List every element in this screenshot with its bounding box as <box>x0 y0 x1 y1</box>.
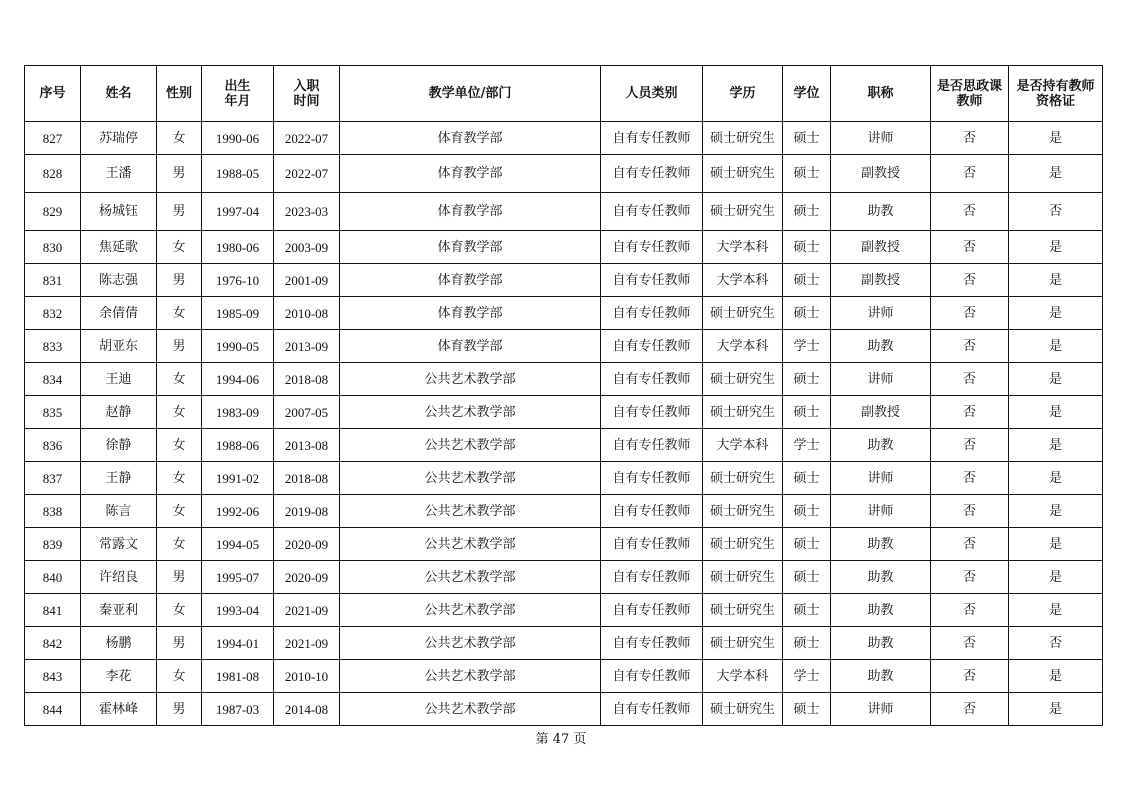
cell-education: 硕士研究生 <box>703 193 783 231</box>
cell-title: 讲师 <box>831 363 931 396</box>
cell-hire: 2007-05 <box>274 396 340 429</box>
cell-hire: 2020-09 <box>274 528 340 561</box>
cell-certificate: 是 <box>1009 561 1103 594</box>
header-education: 学历 <box>703 66 783 122</box>
cell-category: 自有专任教师 <box>601 122 703 155</box>
cell-education: 硕士研究生 <box>703 462 783 495</box>
header-birth-line1: 出生 <box>224 78 251 94</box>
header-certificate-line2: 资格证 <box>1035 93 1075 109</box>
cell-unit: 公共艺术教学部 <box>340 660 601 693</box>
cell-name: 李花 <box>81 660 157 693</box>
cell-degree: 硕士 <box>783 495 831 528</box>
cell-title: 助教 <box>831 193 931 231</box>
cell-certificate: 是 <box>1009 495 1103 528</box>
cell-birth: 1987-03 <box>202 693 274 726</box>
cell-education: 硕士研究生 <box>703 627 783 660</box>
cell-birth: 1990-06 <box>202 122 274 155</box>
cell-education: 硕士研究生 <box>703 122 783 155</box>
cell-title: 助教 <box>831 429 931 462</box>
cell-name: 徐静 <box>81 429 157 462</box>
cell-ideology: 否 <box>931 627 1009 660</box>
cell-education: 大学本科 <box>703 330 783 363</box>
cell-gender: 女 <box>157 122 202 155</box>
cell-certificate: 是 <box>1009 462 1103 495</box>
cell-gender: 女 <box>157 594 202 627</box>
cell-hire: 2010-10 <box>274 660 340 693</box>
cell-name: 王静 <box>81 462 157 495</box>
cell-ideology: 否 <box>931 561 1009 594</box>
cell-hire: 2019-08 <box>274 495 340 528</box>
cell-unit: 体育教学部 <box>340 297 601 330</box>
table-header-row <box>25 66 1103 122</box>
cell-ideology: 否 <box>931 429 1009 462</box>
header-certificate-line1: 是否持有教师 <box>1016 78 1095 94</box>
cell-degree: 硕士 <box>783 528 831 561</box>
cell-ideology: 否 <box>931 528 1009 561</box>
cell-degree: 硕士 <box>783 155 831 193</box>
cell-index: 834 <box>25 363 81 396</box>
cell-birth: 1988-05 <box>202 155 274 193</box>
cell-birth: 1992-06 <box>202 495 274 528</box>
cell-index: 844 <box>25 693 81 726</box>
cell-title: 副教授 <box>831 155 931 193</box>
cell-title: 助教 <box>831 627 931 660</box>
cell-unit: 公共艺术教学部 <box>340 528 601 561</box>
cell-hire: 2021-09 <box>274 627 340 660</box>
cell-birth: 1995-07 <box>202 561 274 594</box>
cell-gender: 女 <box>157 462 202 495</box>
cell-gender: 男 <box>157 193 202 231</box>
cell-category: 自有专任教师 <box>601 155 703 193</box>
cell-ideology: 否 <box>931 155 1009 193</box>
cell-hire: 2014-08 <box>274 693 340 726</box>
cell-degree: 硕士 <box>783 122 831 155</box>
cell-certificate: 是 <box>1009 693 1103 726</box>
cell-certificate: 是 <box>1009 429 1103 462</box>
cell-certificate: 是 <box>1009 297 1103 330</box>
header-index: 序号 <box>25 66 81 122</box>
cell-category: 自有专任教师 <box>601 363 703 396</box>
cell-certificate: 是 <box>1009 528 1103 561</box>
cell-category: 自有专任教师 <box>601 297 703 330</box>
cell-certificate: 否 <box>1009 627 1103 660</box>
cell-index: 830 <box>25 231 81 264</box>
table-row <box>25 627 1103 660</box>
cell-gender: 男 <box>157 155 202 193</box>
header-birth <box>202 66 274 122</box>
cell-degree: 硕士 <box>783 264 831 297</box>
header-certificate <box>1009 66 1103 122</box>
cell-unit: 公共艺术教学部 <box>340 396 601 429</box>
header-hire <box>274 66 340 122</box>
cell-gender: 男 <box>157 627 202 660</box>
cell-index: 833 <box>25 330 81 363</box>
table-row <box>25 495 1103 528</box>
table-row <box>25 660 1103 693</box>
header-ideology-line1: 是否思政课 <box>936 78 1002 94</box>
cell-category: 自有专任教师 <box>601 693 703 726</box>
cell-unit: 公共艺术教学部 <box>340 693 601 726</box>
table-row <box>25 561 1103 594</box>
table-row <box>25 330 1103 363</box>
cell-title: 副教授 <box>831 264 931 297</box>
cell-gender: 女 <box>157 297 202 330</box>
cell-degree: 硕士 <box>783 594 831 627</box>
cell-education: 硕士研究生 <box>703 297 783 330</box>
cell-degree: 硕士 <box>783 693 831 726</box>
cell-hire: 2003-09 <box>274 231 340 264</box>
cell-hire: 2023-03 <box>274 193 340 231</box>
cell-ideology: 否 <box>931 462 1009 495</box>
cell-ideology: 否 <box>931 231 1009 264</box>
cell-unit: 公共艺术教学部 <box>340 495 601 528</box>
cell-unit: 体育教学部 <box>340 122 601 155</box>
cell-birth: 1981-08 <box>202 660 274 693</box>
cell-gender: 男 <box>157 561 202 594</box>
cell-birth: 1990-05 <box>202 330 274 363</box>
cell-unit: 体育教学部 <box>340 330 601 363</box>
cell-education: 大学本科 <box>703 231 783 264</box>
cell-title: 讲师 <box>831 693 931 726</box>
cell-index: 838 <box>25 495 81 528</box>
cell-unit: 公共艺术教学部 <box>340 462 601 495</box>
cell-index: 836 <box>25 429 81 462</box>
cell-index: 827 <box>25 122 81 155</box>
cell-unit: 公共艺术教学部 <box>340 561 601 594</box>
cell-name: 陈言 <box>81 495 157 528</box>
cell-title: 讲师 <box>831 297 931 330</box>
cell-title: 助教 <box>831 330 931 363</box>
cell-name: 杨鹏 <box>81 627 157 660</box>
cell-certificate: 是 <box>1009 660 1103 693</box>
header-hire-line2: 时间 <box>293 93 320 109</box>
table-row <box>25 396 1103 429</box>
cell-ideology: 否 <box>931 363 1009 396</box>
header-category: 人员类别 <box>601 66 703 122</box>
cell-certificate: 是 <box>1009 264 1103 297</box>
cell-category: 自有专任教师 <box>601 429 703 462</box>
cell-certificate: 是 <box>1009 363 1103 396</box>
cell-degree: 学士 <box>783 429 831 462</box>
cell-name: 王迪 <box>81 363 157 396</box>
cell-birth: 1976-10 <box>202 264 274 297</box>
cell-name: 赵静 <box>81 396 157 429</box>
cell-hire: 2001-09 <box>274 264 340 297</box>
cell-degree: 学士 <box>783 330 831 363</box>
cell-hire: 2018-08 <box>274 363 340 396</box>
cell-birth: 1988-06 <box>202 429 274 462</box>
cell-birth: 1997-04 <box>202 193 274 231</box>
cell-index: 840 <box>25 561 81 594</box>
cell-ideology: 否 <box>931 693 1009 726</box>
cell-name: 余倩倩 <box>81 297 157 330</box>
cell-index: 835 <box>25 396 81 429</box>
cell-name: 霍林峰 <box>81 693 157 726</box>
cell-index: 843 <box>25 660 81 693</box>
cell-education: 硕士研究生 <box>703 363 783 396</box>
cell-education: 大学本科 <box>703 264 783 297</box>
cell-hire: 2020-09 <box>274 561 340 594</box>
cell-hire: 2022-07 <box>274 155 340 193</box>
cell-ideology: 否 <box>931 330 1009 363</box>
cell-gender: 女 <box>157 528 202 561</box>
cell-gender: 女 <box>157 429 202 462</box>
cell-title: 助教 <box>831 660 931 693</box>
table-row <box>25 363 1103 396</box>
cell-title: 讲师 <box>831 122 931 155</box>
cell-title: 助教 <box>831 594 931 627</box>
cell-index: 828 <box>25 155 81 193</box>
cell-category: 自有专任教师 <box>601 594 703 627</box>
cell-certificate: 是 <box>1009 396 1103 429</box>
staff-table-container <box>24 65 1102 726</box>
staff-table <box>24 65 1103 726</box>
table-row <box>25 462 1103 495</box>
cell-ideology: 否 <box>931 594 1009 627</box>
cell-unit: 体育教学部 <box>340 155 601 193</box>
cell-index: 839 <box>25 528 81 561</box>
cell-gender: 女 <box>157 396 202 429</box>
cell-ideology: 否 <box>931 122 1009 155</box>
cell-index: 842 <box>25 627 81 660</box>
cell-unit: 体育教学部 <box>340 193 601 231</box>
header-ideology <box>931 66 1009 122</box>
cell-hire: 2021-09 <box>274 594 340 627</box>
cell-ideology: 否 <box>931 660 1009 693</box>
cell-birth: 1985-09 <box>202 297 274 330</box>
cell-hire: 2022-07 <box>274 122 340 155</box>
header-ideology-line2: 教师 <box>956 93 983 109</box>
table-row <box>25 264 1103 297</box>
table-row <box>25 594 1103 627</box>
cell-index: 829 <box>25 193 81 231</box>
cell-name: 胡亚东 <box>81 330 157 363</box>
header-unit: 教学单位/部门 <box>340 66 601 122</box>
cell-gender: 女 <box>157 363 202 396</box>
cell-ideology: 否 <box>931 264 1009 297</box>
cell-certificate: 是 <box>1009 594 1103 627</box>
header-degree: 学位 <box>783 66 831 122</box>
table-row <box>25 155 1103 193</box>
cell-ideology: 否 <box>931 193 1009 231</box>
cell-name: 王潘 <box>81 155 157 193</box>
cell-certificate: 是 <box>1009 231 1103 264</box>
cell-unit: 公共艺术教学部 <box>340 363 601 396</box>
cell-category: 自有专任教师 <box>601 462 703 495</box>
cell-category: 自有专任教师 <box>601 627 703 660</box>
cell-name: 常露文 <box>81 528 157 561</box>
table-row <box>25 429 1103 462</box>
cell-education: 硕士研究生 <box>703 155 783 193</box>
cell-certificate: 否 <box>1009 193 1103 231</box>
table-row <box>25 231 1103 264</box>
cell-education: 硕士研究生 <box>703 561 783 594</box>
cell-index: 837 <box>25 462 81 495</box>
cell-title: 副教授 <box>831 396 931 429</box>
table-row <box>25 297 1103 330</box>
cell-education: 硕士研究生 <box>703 495 783 528</box>
cell-category: 自有专任教师 <box>601 264 703 297</box>
cell-education: 大学本科 <box>703 660 783 693</box>
cell-category: 自有专任教师 <box>601 231 703 264</box>
cell-birth: 1993-04 <box>202 594 274 627</box>
cell-education: 硕士研究生 <box>703 594 783 627</box>
cell-unit: 公共艺术教学部 <box>340 627 601 660</box>
cell-hire: 2013-09 <box>274 330 340 363</box>
cell-birth: 1991-02 <box>202 462 274 495</box>
cell-category: 自有专任教师 <box>601 495 703 528</box>
cell-unit: 体育教学部 <box>340 231 601 264</box>
cell-category: 自有专任教师 <box>601 193 703 231</box>
cell-name: 杨城钰 <box>81 193 157 231</box>
cell-education: 大学本科 <box>703 429 783 462</box>
cell-hire: 2013-08 <box>274 429 340 462</box>
cell-degree: 硕士 <box>783 561 831 594</box>
cell-degree: 硕士 <box>783 363 831 396</box>
cell-certificate: 是 <box>1009 122 1103 155</box>
cell-degree: 硕士 <box>783 297 831 330</box>
cell-name: 秦亚利 <box>81 594 157 627</box>
header-name: 姓名 <box>81 66 157 122</box>
cell-gender: 男 <box>157 330 202 363</box>
cell-birth: 1994-01 <box>202 627 274 660</box>
cell-ideology: 否 <box>931 297 1009 330</box>
cell-name: 许绍良 <box>81 561 157 594</box>
cell-certificate: 是 <box>1009 155 1103 193</box>
cell-unit: 公共艺术教学部 <box>340 594 601 627</box>
cell-unit: 体育教学部 <box>340 264 601 297</box>
header-title: 职称 <box>831 66 931 122</box>
cell-name: 陈志强 <box>81 264 157 297</box>
cell-degree: 硕士 <box>783 193 831 231</box>
cell-name: 苏瑞停 <box>81 122 157 155</box>
cell-gender: 女 <box>157 495 202 528</box>
cell-category: 自有专任教师 <box>601 561 703 594</box>
cell-gender: 女 <box>157 660 202 693</box>
header-birth-line2: 年月 <box>224 93 251 109</box>
table-row <box>25 193 1103 231</box>
cell-title: 助教 <box>831 528 931 561</box>
cell-hire: 2010-08 <box>274 297 340 330</box>
cell-title: 助教 <box>831 561 931 594</box>
cell-title: 副教授 <box>831 231 931 264</box>
cell-ideology: 否 <box>931 396 1009 429</box>
cell-gender: 女 <box>157 231 202 264</box>
header-hire-line1: 入职 <box>293 78 320 94</box>
table-body <box>25 122 1103 726</box>
cell-unit: 公共艺术教学部 <box>340 429 601 462</box>
cell-education: 硕士研究生 <box>703 693 783 726</box>
cell-gender: 男 <box>157 264 202 297</box>
cell-degree: 硕士 <box>783 396 831 429</box>
cell-index: 831 <box>25 264 81 297</box>
cell-gender: 男 <box>157 693 202 726</box>
cell-index: 841 <box>25 594 81 627</box>
cell-education: 硕士研究生 <box>703 528 783 561</box>
table-row <box>25 693 1103 726</box>
cell-category: 自有专任教师 <box>601 660 703 693</box>
cell-name: 焦延歌 <box>81 231 157 264</box>
cell-certificate: 是 <box>1009 330 1103 363</box>
cell-degree: 学士 <box>783 660 831 693</box>
cell-birth: 1980-06 <box>202 231 274 264</box>
cell-degree: 硕士 <box>783 231 831 264</box>
cell-category: 自有专任教师 <box>601 330 703 363</box>
cell-ideology: 否 <box>931 495 1009 528</box>
cell-birth: 1994-05 <box>202 528 274 561</box>
cell-degree: 硕士 <box>783 462 831 495</box>
cell-hire: 2018-08 <box>274 462 340 495</box>
table-row <box>25 122 1103 155</box>
cell-index: 832 <box>25 297 81 330</box>
cell-degree: 硕士 <box>783 627 831 660</box>
cell-birth: 1994-06 <box>202 363 274 396</box>
table-row <box>25 528 1103 561</box>
cell-category: 自有专任教师 <box>601 528 703 561</box>
cell-title: 讲师 <box>831 495 931 528</box>
cell-category: 自有专任教师 <box>601 396 703 429</box>
cell-title: 讲师 <box>831 462 931 495</box>
cell-education: 硕士研究生 <box>703 396 783 429</box>
page-number: 第 47 页 <box>535 732 587 747</box>
header-gender: 性别 <box>157 66 202 122</box>
cell-birth: 1983-09 <box>202 396 274 429</box>
